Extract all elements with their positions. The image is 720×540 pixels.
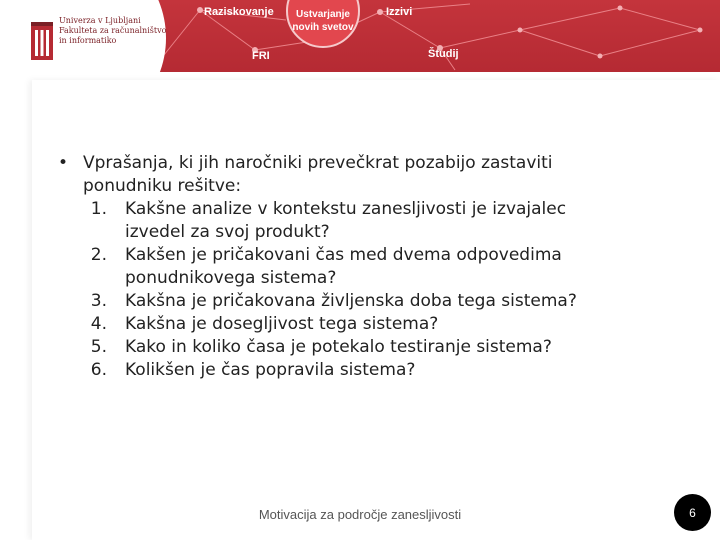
question-list <box>58 198 698 382</box>
university-seal-icon <box>30 20 54 62</box>
question-text-cont: ponudnikovega sistema? <box>125 268 337 288</box>
question-item <box>58 359 698 382</box>
question-text: Kakšna je pričakovana življenska doba tega sistema? <box>125 291 577 311</box>
question-text: Kakšne analize v kontekstu zanesljivosti je izvajalec <box>125 199 567 219</box>
question-number: 1. <box>90 199 107 219</box>
institution-line-1: Univerza v Ljubljani <box>59 16 141 25</box>
question-item <box>58 313 698 336</box>
intro-line-2: ponudniku rešitve: <box>83 176 242 196</box>
bullet-item <box>58 152 698 198</box>
question-number: 3. <box>90 291 107 311</box>
question-text: Kako in koliko časa je potekalo testiranje sistema? <box>125 337 552 357</box>
bullet-dot: • <box>58 153 69 173</box>
question-text: Kolikšen je čas popravila sistema? <box>125 360 416 380</box>
institution-line-2: Fakulteta za računalništvo <box>59 26 167 35</box>
slide-content <box>58 152 698 382</box>
nav-studij[interactable]: Študij <box>428 48 459 60</box>
question-item <box>58 336 698 359</box>
question-number: 2. <box>90 245 107 265</box>
question-number: 4. <box>90 314 107 334</box>
footer-title: Motivacija za področje zanesljivosti <box>258 507 462 522</box>
institution-name <box>59 16 169 46</box>
intro-line-1: Vprašanja, ki jih naročniki prevečkrat pozabijo zastaviti <box>83 153 553 173</box>
nav-ustvarjanje-line2: novih svetov <box>292 22 354 33</box>
question-item <box>58 244 698 290</box>
question-item <box>58 198 698 244</box>
question-number: 5. <box>90 337 107 357</box>
nav-izzivi[interactable]: Izzivi <box>386 6 413 18</box>
nav-ustvarjanje-line1: Ustvarjanje <box>296 9 350 20</box>
question-text: Kakšna je dosegljivost tega sistema? <box>125 314 439 334</box>
page-number-badge: 6 <box>674 494 711 531</box>
institution-line-3: in informatiko <box>59 36 117 45</box>
question-number: 6. <box>90 360 107 380</box>
nav-raziskovanje[interactable]: Raziskovanje <box>204 6 274 18</box>
question-text-cont: izvedel za svoj produkt? <box>125 222 330 242</box>
faculty-logo[interactable] <box>30 16 170 66</box>
nav-ustvarjanje[interactable] <box>286 8 360 34</box>
question-text: Kakšen je pričakovani čas med dvema odpovedima <box>125 245 562 265</box>
question-item <box>58 290 698 313</box>
nav-fri[interactable]: FRI <box>252 50 270 62</box>
